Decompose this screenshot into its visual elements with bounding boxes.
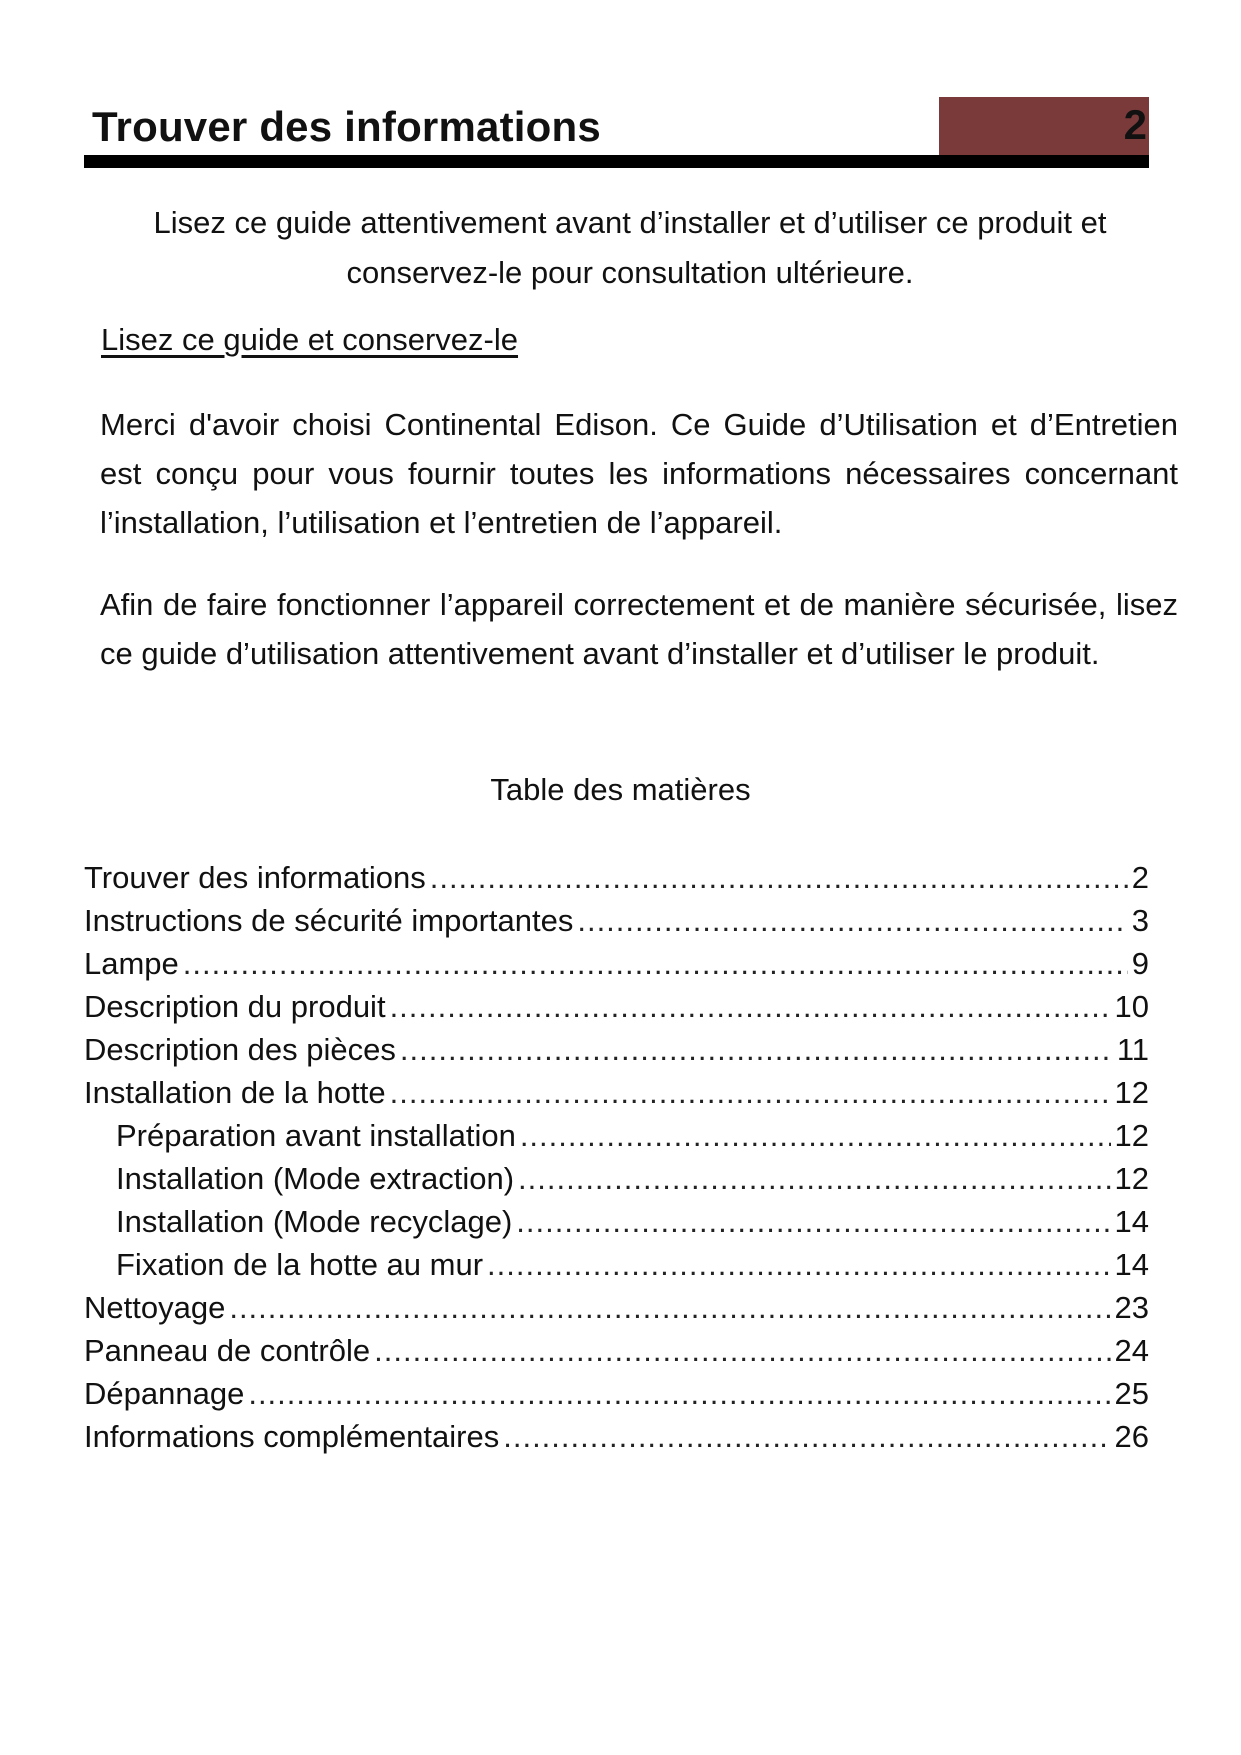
toc-entry-label: Panneau de contrôle [84, 1333, 371, 1368]
toc-entry[interactable] [84, 942, 1149, 985]
toc-entry-page: 12 [1114, 1075, 1149, 1110]
toc-entry-label: Description des pièces [84, 1032, 396, 1067]
toc-entry-page: 12 [1114, 1118, 1149, 1153]
page-header [84, 97, 1149, 169]
toc-leader-dots [400, 1028, 1113, 1071]
toc-entry[interactable] [84, 1071, 1149, 1114]
toc-entry-label: Installation (Mode extraction) [116, 1161, 515, 1196]
toc-entry[interactable] [84, 856, 1149, 899]
toc-entry-page: 10 [1114, 989, 1149, 1024]
toc-entry-label: Nettoyage [84, 1290, 226, 1325]
toc-entry[interactable] [84, 985, 1149, 1028]
table-of-contents [84, 856, 1149, 1458]
page-number-box [939, 97, 1149, 155]
toc-entry[interactable] [84, 1372, 1149, 1415]
toc-entry[interactable] [84, 1286, 1149, 1329]
toc-entry[interactable] [84, 1329, 1149, 1372]
header-rule [84, 155, 1149, 168]
toc-entry-page: 2 [1131, 860, 1149, 895]
toc-leader-dots [520, 1114, 1111, 1157]
toc-leader-dots [183, 942, 1128, 985]
intro-text: Lisez ce guide attentivement avant d’installer et d’utiliser ce produit et conservez-le pour consultation ultérieure. [153, 205, 1107, 290]
toc-entry-page: 24 [1114, 1333, 1149, 1368]
toc-subentry[interactable] [84, 1200, 1149, 1243]
toc-entry[interactable] [84, 899, 1149, 942]
toc-entry-label: Fixation de la hotte au mur [116, 1247, 484, 1282]
toc-leader-dots [390, 1071, 1111, 1114]
toc-subentry[interactable] [84, 1114, 1149, 1157]
toc-entry-page: 12 [1114, 1161, 1149, 1196]
toc-entry-label: Installation (Mode recyclage) [116, 1204, 513, 1239]
toc-subentry[interactable] [84, 1157, 1149, 1200]
toc-entry-page: 26 [1114, 1419, 1149, 1454]
toc-entry-page: 14 [1114, 1204, 1149, 1239]
toc-entry-label: Trouver des informations [84, 860, 426, 895]
paragraph-thanks: Merci d'avoir choisi Continental Edison. Ce Guide d’Utilisation et d’Entretien est conçu pour vous fournir toutes les informations nécessaires concernant l’installation, l’utilisation et l’entretien de l’appareil. [100, 407, 1178, 540]
toc-leader-dots [374, 1329, 1110, 1372]
section-subheading: Lisez ce guide et conservez-le [101, 322, 519, 357]
toc-entry[interactable] [84, 1415, 1149, 1458]
toc-leader-dots [516, 1200, 1110, 1243]
toc-title: Table des matières [490, 772, 751, 807]
toc-entry-page: 23 [1114, 1290, 1149, 1325]
paragraph-safety: Afin de faire fonctionner l’appareil correctement et de manière sécurisée, lisez ce guide d’utilisation attentivement avant d’installer et d’utiliser le produit. [100, 587, 1178, 671]
toc-entry-label: Dépannage [84, 1376, 245, 1411]
toc-leader-dots [577, 899, 1127, 942]
toc-entry-page: 3 [1131, 903, 1149, 938]
toc-leader-dots [518, 1157, 1110, 1200]
toc-leader-dots [487, 1243, 1110, 1286]
toc-entry-page: 9 [1131, 946, 1149, 981]
toc-leader-dots [503, 1415, 1110, 1458]
toc-leader-dots [248, 1372, 1110, 1415]
page-title: Trouver des informations [92, 103, 601, 150]
page-number: 2 [1123, 101, 1147, 148]
toc-leader-dots [390, 985, 1111, 1028]
toc-subentry[interactable] [84, 1243, 1149, 1286]
toc-entry-label: Instructions de sécurité importantes [84, 903, 574, 938]
toc-entry[interactable] [84, 1028, 1149, 1071]
toc-entry-label: Installation de la hotte [84, 1075, 386, 1110]
toc-entry-page: 11 [1116, 1032, 1149, 1067]
toc-entry-page: 14 [1114, 1247, 1149, 1282]
toc-entry-label: Préparation avant installation [116, 1118, 516, 1153]
toc-entry-label: Description du produit [84, 989, 386, 1024]
toc-entry-label: Lampe [84, 946, 179, 981]
toc-leader-dots [430, 856, 1128, 899]
toc-entry-page: 25 [1114, 1376, 1149, 1411]
toc-entry-label: Informations complémentaires [84, 1419, 500, 1454]
toc-leader-dots [229, 1286, 1110, 1329]
